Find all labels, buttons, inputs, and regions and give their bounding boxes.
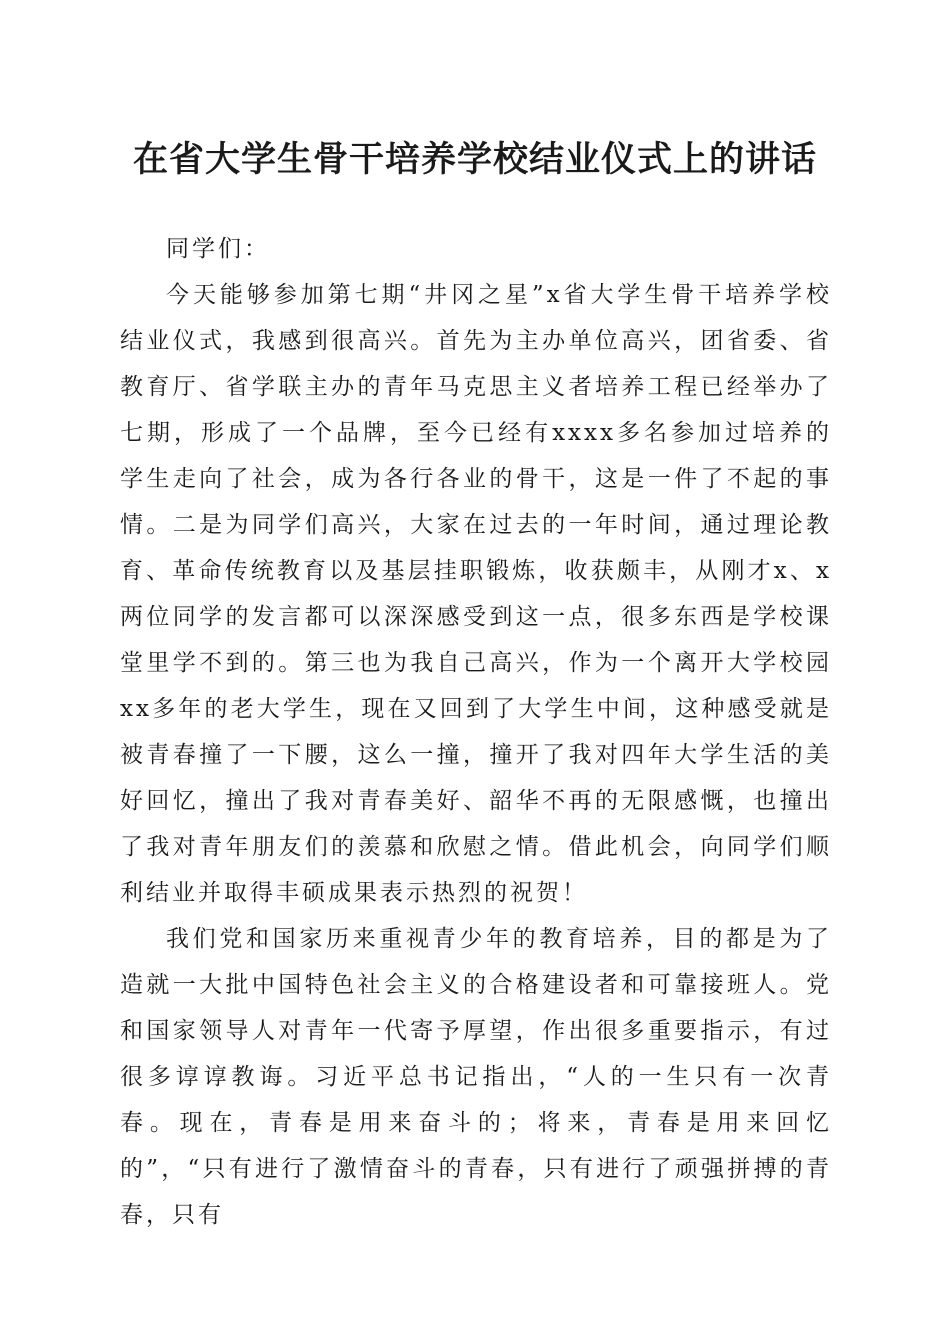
- paragraph-1: 今天能够参加第七期“井冈之星”x省大学生骨干培养学校结业仪式，我感到很高兴。首先为主办单位高兴，团省委、省教育厅、省学联主办的青年马克思主义者培养工程已经举办了七期，形成了一个品牌，至今已经有xxxx多名参加过培养的学生走向了社会，成为各行各业的骨干，这是一件了不起的事情。二是为同学们高兴，大家在过去的一年时间，通过理论教育、革命传统教育以及基层挂职锻炼，收获颇丰，从刚才x、x两位同学的发言都可以深深感受到这一点，很多东西是学校课堂里学不到的。第三也为我自己高兴，作为一个离开大学校园xx多年的老大学生，现在又回到了大学生中间，这种感受就是被青春撞了一下腰，这么一撞，撞开了我对四年大学生活的美好回忆，撞出了我对青春美好、韶华不再的无限感慨，也撞出了我对青年朋友们的羡慕和欣慰之情。借此机会，向同学们顺利结业并取得丰硕成果表示热烈的祝贺！: [120, 282, 832, 906]
- paragraph-2: 我们党和国家历来重视青少年的教育培养，目的都是为了造就一大批中国特色社会主义的合格建设者和可靠接班人。党和国家领导人对青年一代寄予厚望，作出很多重要指示，有过很多谆谆教诲。习近平总书记指出，“人的一生只有一次青春。现在，青春是用来奋斗的；将来，青春是用来回忆的”，“只有进行了激情奋斗的青春，只有进行了顽强拼搏的青春，只有: [120, 926, 832, 1228]
- salutation: 同学们：: [166, 236, 270, 262]
- document-body: [120, 226, 832, 1238]
- document-title: 在省大学生骨干培养学校结业仪式上的讲话: [132, 139, 817, 180]
